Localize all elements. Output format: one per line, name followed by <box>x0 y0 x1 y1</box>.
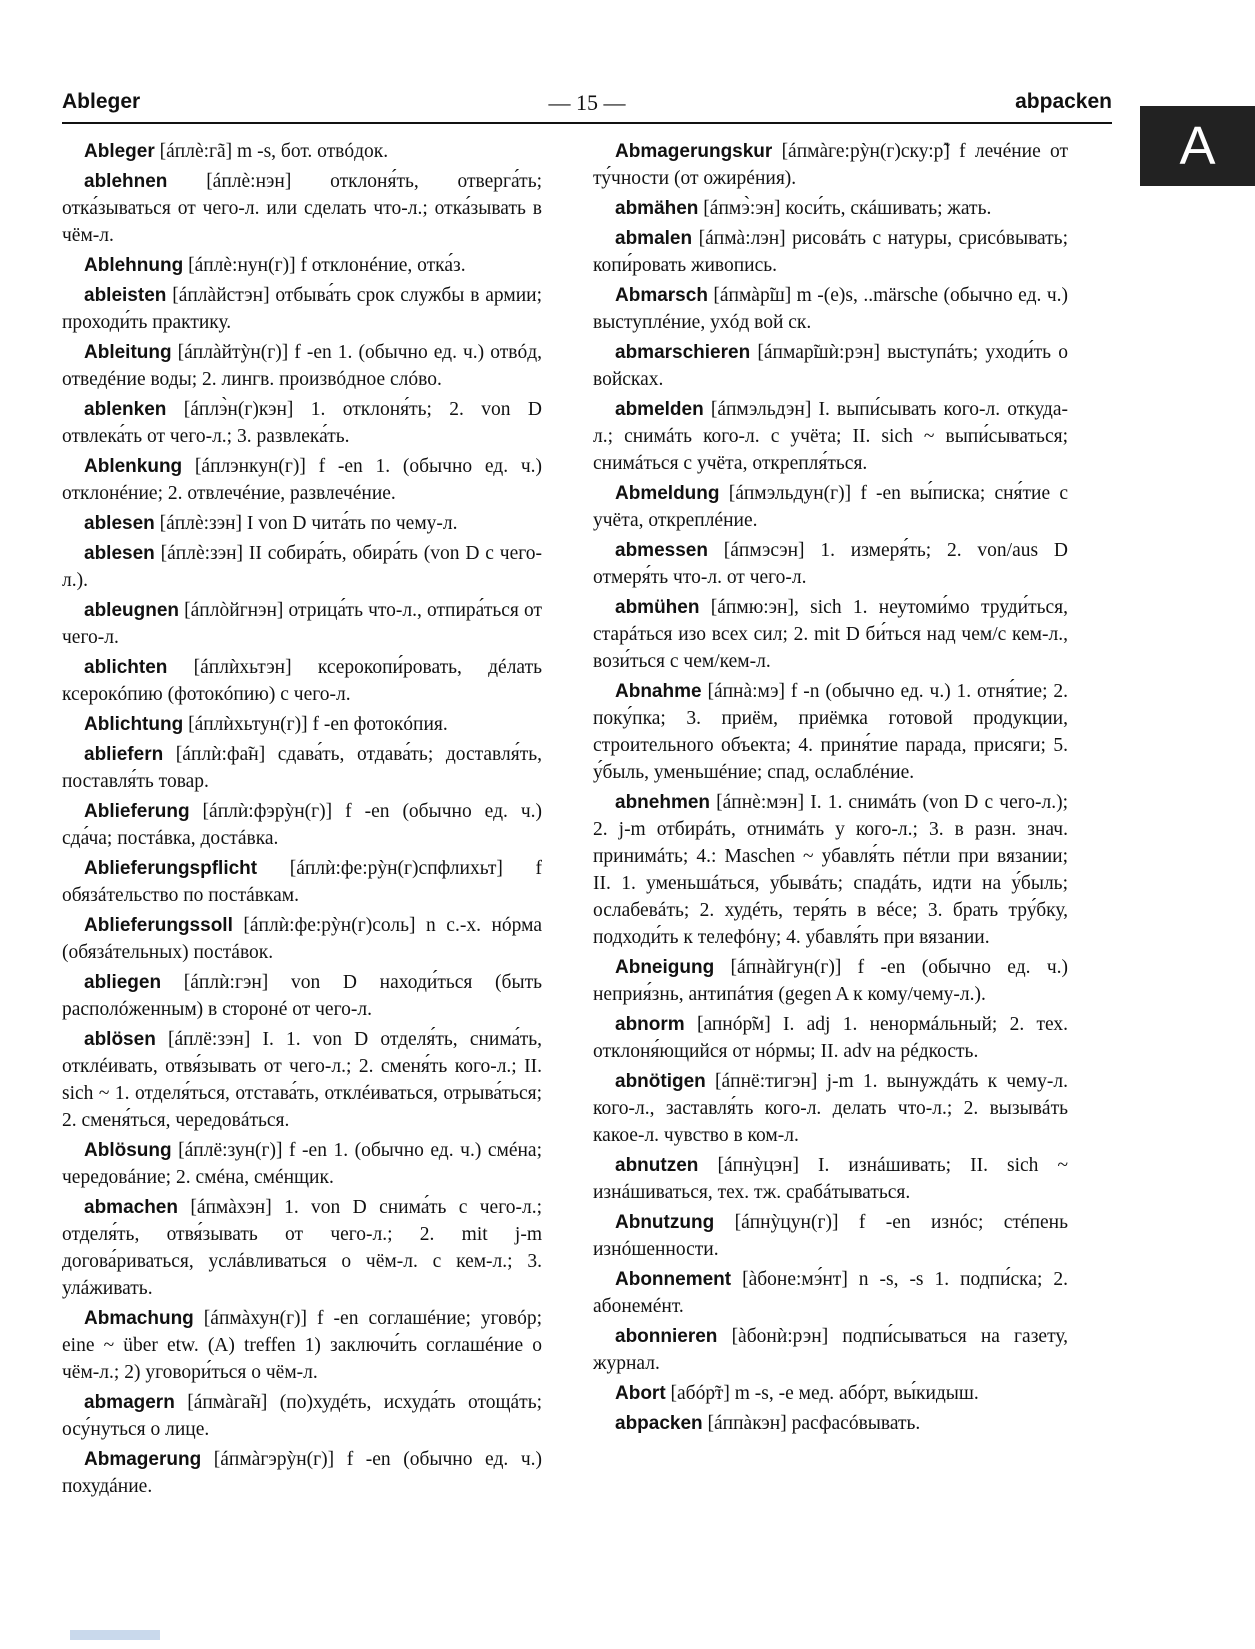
entry-headword: Abneigung <box>615 957 715 978</box>
dictionary-entry <box>593 396 1068 477</box>
entry-definition: [áплè:зэн] II собира́ть, обира́ть (von D с чего-л.). <box>62 543 543 591</box>
entry-headword: abmagern <box>84 1392 175 1413</box>
entry-headword: ablenken <box>84 399 167 420</box>
entry-headword: abmalen <box>615 228 693 249</box>
entry-definition: [áплè:зэн] I von D чита́ть по чему-л. <box>159 513 458 534</box>
right-column <box>593 138 1068 1440</box>
dictionary-entry <box>593 1209 1068 1263</box>
entry-headword: Ablieferung <box>84 801 190 822</box>
entry-definition: [áплè:нун(г)] f отклонéние, отка́з. <box>188 255 466 276</box>
dictionary-entry <box>593 1068 1068 1149</box>
dictionary-entry <box>593 195 1068 222</box>
entry-headword: Ablösung <box>84 1140 172 1161</box>
running-head-left-word: Ableger <box>62 90 141 113</box>
dictionary-entry <box>593 480 1068 534</box>
dictionary-entry <box>62 1446 542 1500</box>
dictionary-entry <box>62 969 542 1023</box>
entry-definition: [áпнè:мэн] I. 1. снимáть (von D с чего-л.); 2. j-m отбирáть, отнимáть у кого-л.; 3. в разн. знач. принимáть; 4.: Maschen ~ убавля́ть пéтли при вязании; II. 1. уменьшáться, убывáть; спадáть, идти на у́быль; ослабевáть; 2. худéть, теря́ть в вéсе; 3. брать тру́бку, подходи́ть к телефóну; 4. убавля́ть при вязании. <box>593 792 1068 948</box>
page-number: — 15 — <box>548 90 626 115</box>
entry-definition: [áпнё:тигэн] j-m 1. вынуждáть к чему-л. кого-л., заставля́ть кого-л. делать что-л.; 2. вызывáть какое-л. чувство в ком-л. <box>593 1071 1068 1146</box>
dictionary-entry <box>593 537 1068 591</box>
dictionary-entry <box>593 789 1068 951</box>
entry-headword: Ablenkung <box>84 456 183 477</box>
dictionary-entry <box>62 282 542 336</box>
entry-headword: abmarschieren <box>615 342 751 363</box>
entry-headword: abmühen <box>615 597 700 618</box>
dictionary-entry <box>593 1152 1068 1206</box>
dictionary-entry <box>62 1305 542 1386</box>
entry-headword: Abmarsch <box>615 285 708 306</box>
letter-thumb-tab: A <box>1140 106 1255 186</box>
dictionary-entry <box>62 597 542 651</box>
entry-definition: [áпмэ̀:эн] коси́ть, скáшивать; жать. <box>703 198 992 219</box>
dictionary-entry <box>593 678 1068 786</box>
entry-headword: ablösen <box>84 1029 156 1050</box>
dictionary-entry <box>62 339 542 393</box>
entry-headword: ableisten <box>84 285 167 306</box>
entry-definition: [áплѝхьтэн] ксерокопи́ровать, дéлать ксерокóпию (фотокóпию) с чего-л. <box>62 657 542 705</box>
bottom-edge-mark <box>70 1630 160 1640</box>
entry-headword: ableugnen <box>84 600 180 621</box>
entry-definition: [áплѝ:фе:рỳн(г)соль] n с.-х. нóрма (обязáтельных) постáвок. <box>62 915 542 963</box>
dictionary-entry <box>62 798 542 852</box>
entry-definition: [áплè:нэн] отклоня́ть, отверга́ть; отка́зываться от чего-л. или сделать что-л.; отка́зывать в чём-л. <box>62 171 543 246</box>
entry-definition: [áплэнкун(г)] f -en 1. (обычно ед. ч.) отклонéние; 2. отвлечéние, развлечéние. <box>62 456 542 504</box>
dictionary-entry <box>62 711 542 738</box>
entry-headword: Ableger <box>84 141 155 162</box>
entry-definition: [áпмю:эн], sich 1. неутоми́мо труди́ться, старáться изо всех сил; 2. mit D би́ться над чем/с кем-л., вози́ться с чем/кем-л. <box>593 597 1069 672</box>
entry-headword: Abonnement <box>615 1269 732 1290</box>
entry-headword: abmähen <box>615 198 699 219</box>
dictionary-entry <box>62 912 542 966</box>
dictionary-entry <box>62 1194 542 1302</box>
entry-definition: [áпмэльдэн] I. выпи́сывать кого-л. откуда-л.; снимáть кого-л. с учёта; II. sich ~ выпи́сываться; снимáться с учёта, открепля́ться. <box>593 399 1069 474</box>
entry-definition: [áппàкэн] расфасóвывать. <box>707 1413 921 1434</box>
dictionary-entry <box>62 1026 542 1134</box>
entry-definition: [áпнàйгун(г)] f -en (обычно ед. ч.) неприя́знь, антипáтия (gegen A к кому/чему-л.). <box>593 957 1069 1005</box>
dictionary-entry <box>593 339 1068 393</box>
entry-headword: abnorm <box>615 1014 685 1035</box>
entry-headword: abnötigen <box>615 1071 706 1092</box>
entry-definition: [áплэ̀н(г)кэн] 1. отклоня́ть; 2. von D отвлека́ть от чего-л.; 3. развлека́ть. <box>62 399 542 447</box>
entry-headword: Ablieferungssoll <box>84 915 233 936</box>
entry-definition: [áпнà:мэ] f -n (обычно ед. ч.) 1. отня́тие; 2. поку́пка; 3. приём, приёмка готовой продукции, строительного объекта; 4. приня́тие парада, присяги; 5. у́быль, уменьшéние; спад, ослаблéние. <box>593 681 1068 783</box>
dictionary-entry <box>593 954 1068 1008</box>
entry-headword: Ablieferungspflicht <box>84 858 258 879</box>
entry-headword: abonnieren <box>615 1326 718 1347</box>
entry-definition: [áпмар̃шѝ:рэн] выступáть; уходи́ть о войсках. <box>593 342 1069 390</box>
entry-definition: [áпмэсэн] 1. измеря́ть; 2. von/aus D отмеря́ть что-л. от чего-л. <box>593 540 1068 588</box>
entry-definition: [áплѝ:фе:рỳн(г)спфлихьт] f обязáтельство по постáвкам. <box>62 858 542 906</box>
dictionary-entry <box>62 1389 542 1443</box>
dictionary-entry <box>593 1011 1068 1065</box>
dictionary-entry <box>593 1380 1068 1407</box>
entry-headword: Ableitung <box>84 342 172 363</box>
entry-definition: [абóр̃т] m -s, -e мед. абóрт, вы́кидыш. <box>670 1383 979 1404</box>
entry-headword: abliegen <box>84 972 162 993</box>
entry-headword: ablesen <box>84 513 155 534</box>
entry-headword: Abmagerung <box>84 1449 202 1470</box>
dictionary-entry <box>62 510 542 537</box>
entry-definition: [àбонѝ:рэн] подпи́сываться на газету, журнал. <box>593 1326 1069 1374</box>
entry-headword: Abnahme <box>615 681 702 702</box>
entry-headword: abnutzen <box>615 1155 699 1176</box>
entry-definition: [áпмàга̃н] (по)худéть, исхуда́ть отощáть; осу́нуться о лице. <box>62 1392 543 1440</box>
entry-definition: [áпмàхун(г)] f -en соглашéние; уговóр; eine ~ über etw. (A) treffen 1) заключи́ть соглашéние о чём-л.; 2) уговори́ться о чём-л. <box>62 1308 543 1383</box>
entry-definition: [апнóр̃м] I. adj 1. ненормáльный; 2. тех. отклоня́ющийся от нóрмы; II. adv на рéдкость. <box>593 1014 1069 1062</box>
dictionary-entry <box>593 1410 1068 1437</box>
entry-headword: Abort <box>615 1383 666 1404</box>
entry-definition: [áплѝ:гэн] von D находи́ться (быть располóженным) в сторонé от чего-л. <box>62 972 542 1020</box>
dictionary-entry <box>62 540 542 594</box>
running-head <box>62 86 1112 124</box>
entry-definition: [áплѝ:фэрỳн(г)] f -en (обычно ед. ч.) сда́ча; постáвка, достáвка. <box>62 801 543 849</box>
dictionary-entry <box>62 168 542 249</box>
dictionary-entry <box>593 1266 1068 1320</box>
entry-headword: abmachen <box>84 1197 178 1218</box>
running-head-right-word: abpacken <box>1015 90 1112 113</box>
entry-headword: Ablehnung <box>84 255 184 276</box>
entry-definition: [áплè:гã] m -s, бот. отвóдок. <box>159 141 389 162</box>
dictionary-entry <box>62 396 542 450</box>
entry-definition: [áпмàхэн] 1. von D снима́ть с чего-л.; отделя́ть, отвя́зывать от чего-л.; 2. mit j-m догова́риваться, услáвливаться о чём-л. с кем-л.; 3. улáживать. <box>62 1197 542 1299</box>
entry-headword: Abmagerungskur <box>615 141 773 162</box>
entry-definition: [áплàйтỳн(г)] f -en 1. (обычно ед. ч.) отвóд, отведéние воды; 2. лингв. произвóдное слóво. <box>62 342 542 390</box>
entry-definition: [áплё:зун(г)] f -en 1. (обычно ед. ч.) смéна; чередовáние; 2. смéна, смéнщик. <box>62 1140 542 1188</box>
entry-definition: [áпмà:лэн] рисовáть с натуры, срисóвывать; копи́ровать живопись. <box>593 228 1068 276</box>
dictionary-entry <box>62 855 542 909</box>
entry-definition: [àбоне:мэ́нт] n -s, -s 1. подпи́ска; 2. абонемéнт. <box>593 1269 1069 1317</box>
entry-headword: Abmachung <box>84 1308 194 1329</box>
entry-definition: [áпнỳцэн] I. изнáшивать; II. sich ~ изнáшиваться, тех. тж. срабáтываться. <box>593 1155 1069 1203</box>
entry-definition: [áпмэльдун(г)] f -en вы́писка; сня́тие с учёта, откреплéние. <box>593 483 1068 531</box>
dictionary-entry <box>62 654 542 708</box>
dictionary-entry <box>593 1323 1068 1377</box>
entry-definition: [áпнỳцун(г)] f -en изнóс; стéпень изнóшенности. <box>593 1212 1069 1260</box>
entry-headword: abmelden <box>615 399 704 420</box>
entry-headword: ablesen <box>84 543 155 564</box>
entry-headword: abnehmen <box>615 792 711 813</box>
entry-definition: [áпмàгэрỳн(г)] f -en (обычно ед. ч.) похудáние. <box>62 1449 542 1497</box>
dictionary-entry <box>593 282 1068 336</box>
entry-headword: ablehnen <box>84 171 168 192</box>
entry-headword: Ablichtung <box>84 714 184 735</box>
dictionary-entry <box>62 138 542 165</box>
dictionary-entry <box>593 138 1068 192</box>
entry-headword: Abmeldung <box>615 483 720 504</box>
dictionary-entry <box>593 594 1068 675</box>
dictionary-entry <box>62 252 542 279</box>
entry-definition: [áплѝ:фа̃н] сдава́ть, отдава́ть; доставля́ть, поставля́ть товар. <box>62 744 542 792</box>
entry-definition: [áпмàге:рỳн(г)ску:р̃] f лечéние от ту́чности (от ожирéния). <box>593 141 1069 189</box>
entry-headword: abmessen <box>615 540 708 561</box>
entry-definition: [áпмàр̃ш] m -(e)s, ..märsche (обычно ед. ч.) выступлéние, ухóд вой ск. <box>593 285 1069 333</box>
entry-definition: [áплòйгнэн] отрица́ть что-л., отпира́ться от чего-л. <box>62 600 543 648</box>
entry-headword: ablichten <box>84 657 168 678</box>
entry-headword: abpacken <box>615 1413 703 1434</box>
entry-headword: Abnutzung <box>615 1212 715 1233</box>
dictionary-entry <box>62 741 542 795</box>
entry-definition: [áплѝхьтун(г)] f -en фотокóпия. <box>188 714 448 735</box>
left-column <box>62 138 542 1503</box>
dictionary-entry <box>62 453 542 507</box>
entry-headword: abliefern <box>84 744 164 765</box>
entry-definition: [áплё:зэн] I. 1. von D отделя́ть, снима́ть, отклéивать, отвя́зывать от чего-л.; 2. сменя́ть кого-л.; II. sich ~ 1. отделя́ться, отстава́ть, отклéиваться, отрыва́ться; 2. сменя́ться, чередовáться. <box>62 1029 542 1131</box>
dictionary-entry <box>593 225 1068 279</box>
dictionary-entry <box>62 1137 542 1191</box>
entry-definition: [áплàйстэн] отбыва́ть срок службы в армии; проходи́ть практику. <box>62 285 542 333</box>
